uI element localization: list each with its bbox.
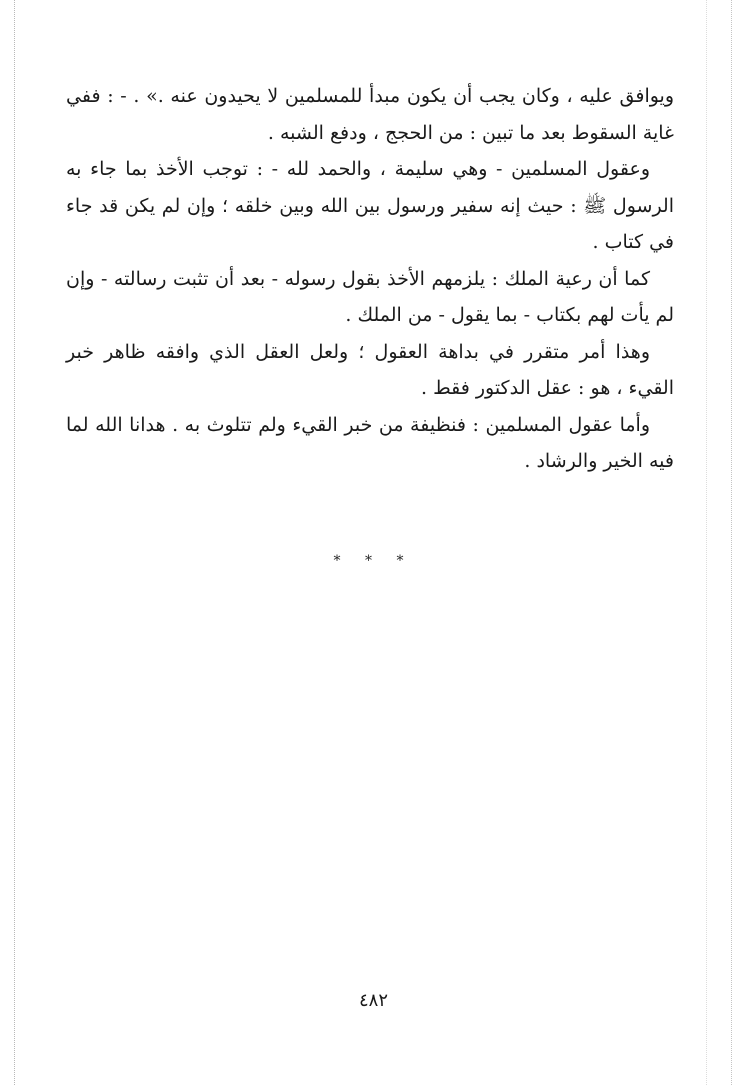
section-divider: * * * bbox=[333, 553, 414, 569]
page-edge-left bbox=[14, 0, 15, 1085]
body-text bbox=[66, 78, 674, 480]
page-number: ٤٨٢ bbox=[358, 990, 388, 1011]
paragraph-5: وأما عقول المسلمين : فنظيفة من خبر القيء ولم تتلوث به . هدانا الله لما فيه الخير والرشاد . bbox=[66, 413, 674, 472]
paragraph-3: كما أن رعية الملك : يلزمهم الأخذ بقول رسوله - بعد أن تثبت رسالته - وإن لم يأت لهم بكتاب - بما يقول - من الملك . bbox=[66, 267, 674, 326]
page-gutter bbox=[706, 0, 707, 1085]
paragraph-4: وهذا أمر متقرر في بداهة العقول ؛ ولعل العقل الذي وافقه ظاهر خبر القيء ، هو : عقل الدكتور فقط . bbox=[66, 340, 674, 399]
page-edge-right bbox=[731, 0, 732, 1085]
paragraph-2: وعقول المسلمين - وهي سليمة ، والحمد لله - : توجب الأخذ بما جاء به الرسول ﷺ : حيث إنه سفير ورسول بين الله وبين خلقه ؛ وإن لم يكن قد جاء في كتاب . bbox=[66, 158, 674, 253]
paragraph-1: ويوافق عليه ، وكان يجب أن يكون مبدأ للمسلمين لا يحيدون عنه .» . - : ففي غاية السقوط بعد ما تبين : من الحجج ، ودفع الشبه . bbox=[66, 85, 674, 144]
